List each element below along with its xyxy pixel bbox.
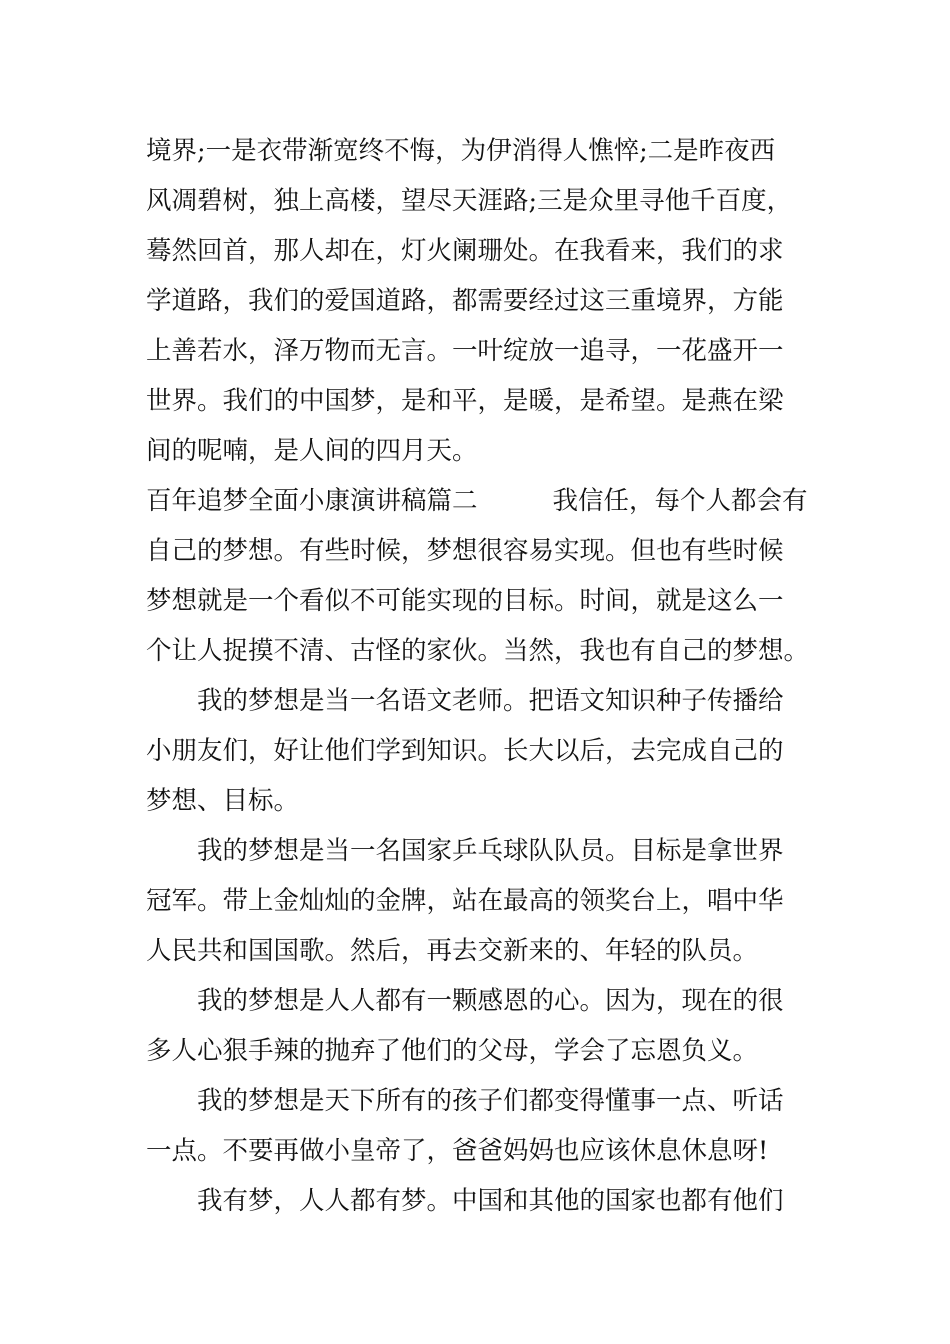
paragraph-teacher-dream <box>146 676 808 826</box>
text-line: 上善若水，泽万物而无言。一叶绽放一追寻，一花盛开一 <box>146 336 784 366</box>
text-line: 冠军。带上金灿灿的金牌，站在最高的领奖台上，唱中华 <box>146 886 784 916</box>
text-line: 境界;一是衣带渐宽终不悔，为伊消得人憔悴;二是昨夜西 <box>146 136 776 166</box>
paragraph-gratitude-dream <box>146 976 808 1076</box>
text-line: 一点。不要再做小皇帝了，爸爸妈妈也应该休息休息呀! <box>146 1136 769 1166</box>
text-line: 自己的梦想。有些时候，梦想很容易实现。但也有些时候 <box>146 536 784 566</box>
section-heading: 百年追梦全面小康演讲稿篇二 <box>146 486 478 516</box>
paragraph-everyone-dream <box>146 1176 808 1226</box>
paragraph-section-two <box>146 476 808 676</box>
text-line: 我的梦想是当一名国家乒乓球队队员。目标是拿世界 <box>197 836 784 866</box>
text-line: 个让人捉摸不清、古怪的家伙。当然，我也有自己的梦想。 <box>146 636 810 666</box>
text-line: 学道路，我们的爱国道路，都需要经过这三重境界，方能 <box>146 286 784 316</box>
text-line: 我的梦想是当一名语文老师。把语文知识种子传播给 <box>197 686 784 716</box>
text-line: 小朋友们，好让他们学到知识。长大以后，去完成自己的 <box>146 736 784 766</box>
text-line: 梦想就是一个看似不可能实现的目标。时间，就是这么一 <box>146 586 784 616</box>
text-line: 人民共和国国歌。然后，再去交新来的、年轻的队员。 <box>146 936 759 966</box>
paragraph-children-dream <box>146 1076 808 1176</box>
text-line: 风凋碧树，独上高楼，望尽天涯路;三是众里寻他千百度， <box>146 186 793 216</box>
text-fragment: 我信任，每个人都会有 <box>552 486 808 516</box>
text-line: 我有梦，人人都有梦。中国和其他的国家也都有他们 <box>197 1186 784 1216</box>
paragraph-pingpong-dream <box>146 826 808 976</box>
text-line: 世界。我们的中国梦，是和平，是暖，是希望。是燕在梁 <box>146 386 784 416</box>
text-line: 梦想、目标。 <box>146 786 300 816</box>
text-line: 我的梦想是人人都有一颗感恩的心。因为，现在的很 <box>197 986 784 1016</box>
text-line: 多人心狠手辣的抛弃了他们的父母，学会了忘恩负义。 <box>146 1036 759 1066</box>
text-line: 我的梦想是天下所有的孩子们都变得懂事一点、听话 <box>197 1086 784 1116</box>
document-page <box>146 126 808 1226</box>
text-line: 间的呢喃，是人间的四月天。 <box>146 436 478 466</box>
paragraph-jingjie <box>146 126 808 476</box>
text-line: 蓦然回首，那人却在，灯火阑珊处。在我看来，我们的求 <box>146 236 784 266</box>
section-heading-line <box>146 476 808 526</box>
